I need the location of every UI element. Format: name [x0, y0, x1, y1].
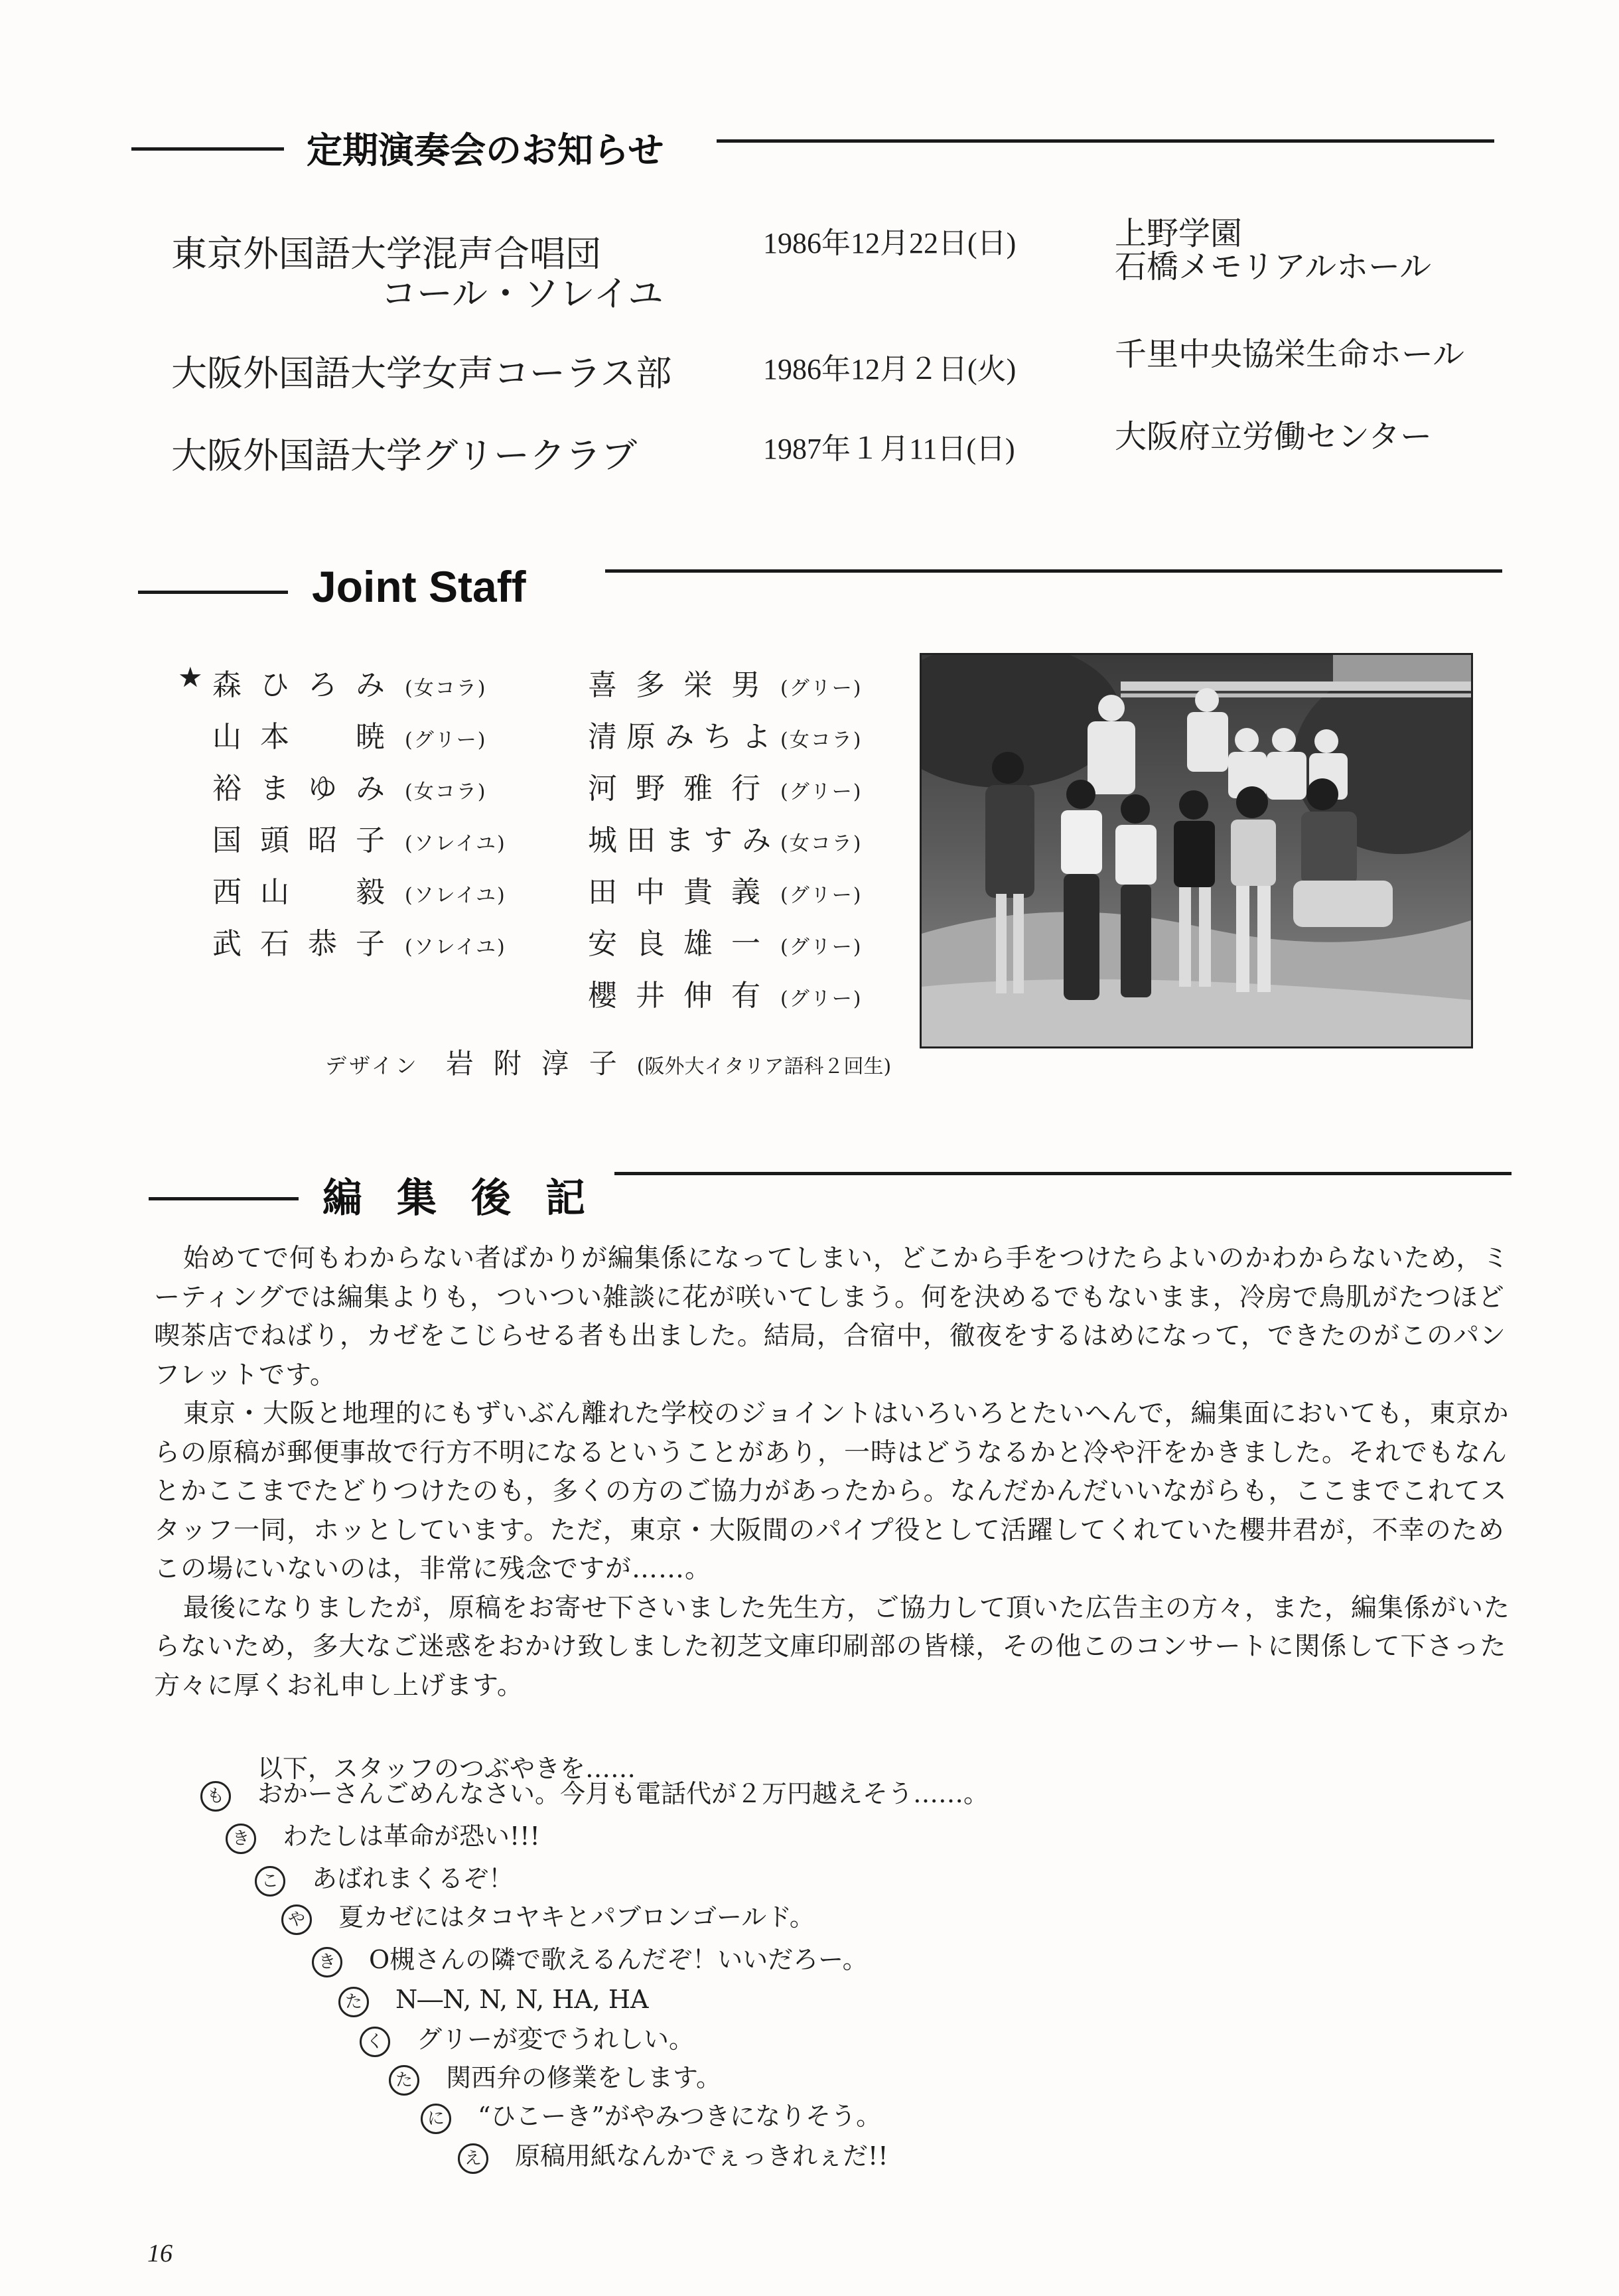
- initial-badge: え: [458, 2143, 488, 2174]
- staff-name: 西山 毅: [212, 875, 403, 909]
- staff-group: (グリー): [405, 729, 487, 752]
- staff-name: 武石恭子: [212, 927, 403, 961]
- staff-group: (グリー): [780, 987, 863, 1011]
- rule-left: [138, 591, 288, 594]
- staff-title: Joint Staff: [312, 562, 526, 611]
- staff-group: (女コラ): [780, 729, 863, 752]
- design-name: 岩附淳子: [445, 1047, 637, 1080]
- murmur-text: おかーさんごめんなさい。今月も電話代が２万円越えそう……。: [257, 1779, 989, 1808]
- murmur-line: [255, 1863, 514, 1897]
- concert-venue-line2: 石橋メモリアルホール: [1115, 248, 1432, 285]
- staff-member: [212, 920, 506, 962]
- staff-group: (女コラ): [405, 780, 487, 804]
- staff-name: 田中貴義: [588, 875, 779, 909]
- afterword-paragraph: 最後になりましたが，原稿をお寄せ下さいました先生方，ご協力して頂いた広告主の方々，また，編集係がいたらないため，多大なご迷惑をおかけ致しました初芝文庫印刷部の皆様，その他このコンサートに関係して下さった方々に厚くお礼申し上げます。: [154, 1593, 1511, 1701]
- staff-group: (ソレイユ): [405, 936, 506, 959]
- concerts-title: 定期演奏会のお知らせ: [307, 129, 664, 171]
- rule-right: [605, 569, 1502, 573]
- concert-date: 1986年12月22日(日): [763, 227, 1017, 259]
- rule-left: [131, 147, 284, 151]
- murmurs-intro: 以下，スタッフのつぶやきを……: [257, 1754, 636, 1783]
- concert-name: 東京外国語大学混声合唱団: [171, 233, 601, 275]
- initial-badge: た: [389, 2065, 419, 2096]
- concert-date: 1986年12月２日(火): [763, 353, 1017, 386]
- design-credit: [325, 1042, 891, 1082]
- murmur-line: [226, 1821, 540, 1854]
- afterword-body: [154, 1240, 1521, 1705]
- murmur-text: あばれまくるぞ！: [312, 1864, 514, 1893]
- staff-member: [178, 661, 487, 703]
- murmur-line: [200, 1778, 989, 1812]
- group-photo: [920, 653, 1473, 1048]
- staff-group: (グリー): [780, 780, 863, 804]
- group-photo-drawing: [922, 655, 1471, 1046]
- concert-venue: 大阪府立労働センター: [1115, 418, 1433, 455]
- staff-name: 山本 暁: [212, 720, 403, 754]
- murmur-text: 原稿用紙なんかでぇっきれぇだ!!: [515, 2141, 888, 2171]
- staff-member: [588, 661, 862, 703]
- staff-group: (ソレイユ): [405, 884, 506, 907]
- initial-badge: や: [281, 1904, 312, 1935]
- star-mark: ★: [178, 661, 203, 693]
- concert-name-line2: コール・ソレイユ: [381, 273, 664, 315]
- staff-member: [588, 713, 862, 755]
- murmur-line: [338, 1984, 649, 2017]
- staff-member: [588, 816, 862, 859]
- design-role: デザイン: [325, 1053, 419, 1078]
- staff-group: (グリー): [780, 884, 863, 907]
- murmur-text: O槻さんの隣で歌えるんだぞ！いいだろー。: [369, 1945, 868, 1974]
- concert-venue: 千里中央協栄生命ホール: [1115, 336, 1465, 373]
- staff-group: (ソレイユ): [405, 832, 506, 855]
- staff-member: [588, 868, 862, 910]
- initial-badge: き: [312, 1947, 342, 1977]
- murmur-text: 関西弁の修業をします。: [446, 2063, 721, 2092]
- concert-date: 1987年１月11日(日): [763, 433, 1015, 465]
- staff-name: 裕まゆみ: [212, 772, 403, 806]
- staff-member: [588, 764, 862, 807]
- staff-name: 櫻井伸有: [588, 979, 779, 1013]
- initial-badge: き: [226, 1824, 256, 1854]
- staff-name: 喜多栄男: [588, 668, 779, 702]
- staff-group: (グリー): [780, 936, 863, 959]
- rule-right: [614, 1172, 1512, 1175]
- murmur-line: [389, 2062, 721, 2096]
- murmur-text: 夏カゼにはタコヤキとパブロンゴールド。: [338, 1902, 815, 1932]
- murmur-line: [360, 2024, 694, 2057]
- afterword-paragraph: 始めてで何もわからない者ばかりが編集係になってしまい，どこから手をつけたらよいのかわからないため，ミーティングでは編集よりも，ついつい雑談に花が咲いてしまう。何を決めるでもないまま，冷房で鳥肌がたつほど喫茶店でねばり，カゼをこじらせる者も出ました。結局，合宿中，徹夜をするはめになって，できたのがこのパンフレットです。: [154, 1244, 1510, 1390]
- afterword-paragraph: 東京・大阪と地理的にもずいぶん離れた学校のジョイントはいろいろとたいへんで，編集面においても，東京からの原稿が郵便事故で行方不明になるということがあり，一時はどうなるかと冷や汗をかきました。それでもなんとかここまでたどりつけたのも，多くの方のご協力があったから。なんだかんだいいながらも，ここまでこれてスタッフ一同，ホッとしています。ただ，東京・大阪間のパイプ役として活躍してくれていた櫻井君が，不幸のためこの場にいないのは，非常に残念ですが……。: [154, 1399, 1510, 1584]
- staff-name: 安良雄一: [588, 927, 779, 961]
- initial-badge: こ: [255, 1866, 285, 1897]
- murmur-text: “ひこーき”がやみつきになりそう。: [478, 2102, 882, 2131]
- murmur-line: [458, 2141, 888, 2174]
- staff-group: (グリー): [780, 677, 863, 700]
- staff-group: (女コラ): [780, 832, 863, 855]
- page-number: 16: [147, 2240, 173, 2267]
- staff-name: 森ひろみ: [212, 668, 403, 702]
- concert-name: 大阪外国語大学女声コーラス部: [171, 352, 672, 394]
- concert-venue: 上野学園: [1115, 215, 1243, 252]
- initial-badge: く: [360, 2027, 390, 2057]
- murmur-line: [312, 1944, 868, 1977]
- rule-left: [149, 1197, 299, 1200]
- staff-member: [212, 713, 486, 755]
- staff-name: 城田ますみ: [588, 824, 780, 857]
- murmur-text: わたしは革命が恐い!!!: [283, 1822, 540, 1851]
- rule-right: [717, 139, 1494, 143]
- murmur-line: [281, 1902, 815, 1935]
- murmur-line: [421, 2101, 881, 2134]
- initial-badge: た: [338, 1987, 369, 2017]
- staff-name: 河野雅行: [588, 772, 779, 806]
- staff-member: [212, 816, 506, 859]
- staff-member: [588, 920, 862, 962]
- staff-name: 清原みちよ: [588, 720, 780, 754]
- staff-member: [588, 971, 862, 1014]
- afterword-title: 編集後記: [322, 1175, 620, 1222]
- design-note: (阪外大イタリア語科２回生): [636, 1055, 892, 1078]
- staff-name: 国頭昭子: [212, 824, 403, 857]
- staff-member: [212, 764, 486, 807]
- murmur-text: グリーが変でうれしい。: [417, 2025, 695, 2054]
- initial-badge: も: [200, 1781, 231, 1812]
- murmur-text: N―N, N, N, HA, HA: [395, 1985, 649, 2014]
- staff-group: (女コラ): [405, 677, 487, 700]
- initial-badge: に: [421, 2104, 451, 2134]
- staff-member: [212, 868, 506, 910]
- concert-name: 大阪外国語大学グリークラブ: [171, 435, 637, 476]
